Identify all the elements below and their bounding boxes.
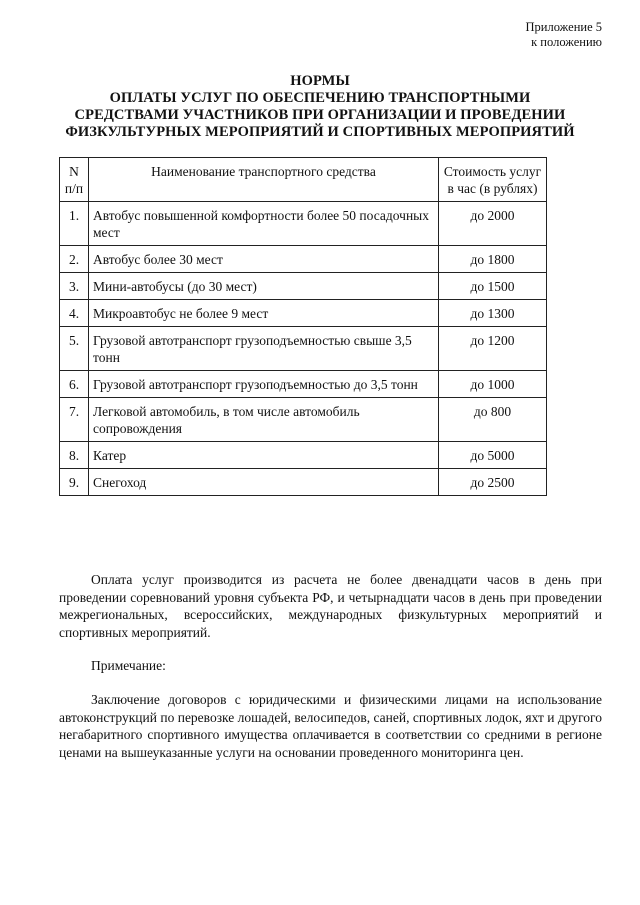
row-cost: до 1300: [439, 300, 547, 327]
note-paragraph: Заключение договоров с юридическими и физическими лицами на использование автоконструкций по перевозке лошадей, велосипедов, саней, спортивных лодок, яхт и другого негабаритного спортивного имущества оплачивается в соответствии со средними в регионе ценами на вышеуказанные услуги на основании проведенного мониторинга цен.: [59, 692, 602, 760]
table-header-row: [60, 158, 547, 202]
row-cost: до 1800: [439, 246, 547, 273]
row-cost: до 2500: [439, 469, 547, 496]
table-row: [60, 469, 547, 496]
row-name: Снегоход: [89, 469, 439, 496]
row-cost: до 1000: [439, 371, 547, 398]
table-row: [60, 300, 547, 327]
row-cost: до 5000: [439, 442, 547, 469]
title-line-4: ФИЗКУЛЬТУРНЫХ МЕРОПРИЯТИЙ И СПОРТИВНЫХ МЕРОПРИЯТИЙ: [65, 124, 575, 140]
row-num: 7.: [60, 398, 89, 442]
document-title: [30, 73, 610, 141]
row-num: 6.: [60, 371, 89, 398]
row-cost: до 1500: [439, 273, 547, 300]
row-name: Катер: [89, 442, 439, 469]
title-line-1: НОРМЫ: [290, 73, 350, 89]
row-cost: до 1200: [439, 327, 547, 371]
row-cost: до 2000: [439, 202, 547, 246]
table-row: [60, 442, 547, 469]
row-name: Микроавтобус не более 9 мест: [89, 300, 439, 327]
annex-number: Приложение 5: [525, 20, 602, 34]
row-name: Грузовой автотранспорт грузоподъемностью свыше 3,5 тонн: [89, 327, 439, 371]
table-row: [60, 273, 547, 300]
table-row: [60, 398, 547, 442]
row-cost: до 800: [439, 398, 547, 442]
row-num: 4.: [60, 300, 89, 327]
title-line-2: ОПЛАТЫ УСЛУГ ПО ОБЕСПЕЧЕНИЮ ТРАНСПОРТНЫМИ: [109, 90, 531, 106]
row-num: 1.: [60, 202, 89, 246]
table-row: [60, 371, 547, 398]
annex-reference: [526, 20, 602, 50]
header-name: Наименование транспортного средства: [89, 158, 439, 202]
header-cost: Стоимость услуг в час (в рублях): [439, 158, 547, 202]
row-name: Автобус более 30 мест: [89, 246, 439, 273]
row-name: Легковой автомобиль, в том числе автомобиль сопровождения: [89, 398, 439, 442]
row-name: Мини-автобусы (до 30 мест): [89, 273, 439, 300]
row-num: 2.: [60, 246, 89, 273]
note-label: Примечание:: [91, 658, 166, 673]
row-num: 3.: [60, 273, 89, 300]
header-num: N п/п: [60, 158, 89, 202]
table-row: [60, 246, 547, 273]
row-num: 8.: [60, 442, 89, 469]
table-row: [60, 327, 547, 371]
title-line-3: СРЕДСТВАМИ УЧАСТНИКОВ ПРИ ОРГАНИЗАЦИИ И ПРОВЕДЕНИИ: [74, 107, 566, 123]
row-num: 9.: [60, 469, 89, 496]
row-name: Автобус повышенной комфортности более 50 посадочных мест: [89, 202, 439, 246]
payment-paragraph: Оплата услуг производится из расчета не более двенадцати часов в день при проведении соревнований уровня субъекта РФ, и четырнадцати часов в день при проведении межрегиональных, всероссийских, международных физкультурных мероприятий и спортивных мероприятий.: [59, 572, 602, 640]
norms-table: [59, 157, 547, 496]
annex-regulation: к положению: [531, 35, 602, 49]
row-name: Грузовой автотранспорт грузоподъемностью до 3,5 тонн: [89, 371, 439, 398]
row-num: 5.: [60, 327, 89, 371]
table-row: [60, 202, 547, 246]
